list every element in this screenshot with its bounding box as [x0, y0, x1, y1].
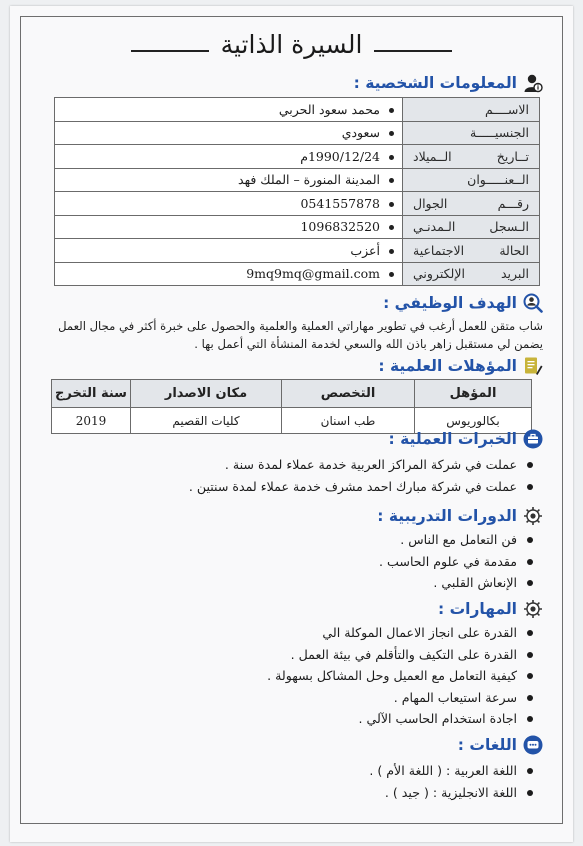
list-item: اجادة استخدام الحاسب الآلي . [267, 708, 535, 730]
bullet-icon [389, 225, 394, 230]
languages-list [369, 760, 535, 803]
info-row [55, 121, 540, 145]
list-item: كيفية التعامل مع العميل وحل المشاكل بسهولة . [267, 665, 535, 687]
list-item: فن التعامل مع الناس . [379, 529, 535, 551]
info-value: 1990/12/24م [300, 148, 380, 164]
info-label: الحالة الاجتماعية [403, 239, 540, 263]
gear-icon [523, 506, 543, 526]
bullet-icon [389, 131, 394, 136]
gear-icon [523, 599, 543, 619]
info-value-cell [55, 168, 403, 192]
qualifications-heading [378, 355, 543, 377]
info-row [55, 239, 540, 263]
column-header: سنة التخرج [52, 380, 131, 408]
info-value: محمد سعود الحربي [278, 101, 380, 117]
document-pen-icon [523, 356, 543, 376]
info-value: أعزب [350, 242, 380, 258]
info-label: رقـــم الجوال [403, 192, 540, 216]
courses-list [379, 529, 535, 594]
info-value: 0541557878 [300, 195, 380, 211]
bullet-icon [389, 178, 394, 183]
table-cell: بكالوريوس [415, 408, 532, 434]
info-row [55, 145, 540, 169]
briefcase-icon [523, 429, 543, 449]
experience-list [189, 454, 535, 497]
list-item: سرعة استيعاب المهام . [267, 687, 535, 709]
list-item: عملت في شركة المراكز العربية خدمة عملاء لمدة سنة . [189, 454, 535, 476]
info-value: 1096832520 [300, 219, 380, 235]
list-item: اللغة الانجليزية : ( جيد ) . [369, 782, 535, 804]
info-value-cell [55, 192, 403, 216]
list-item: مقدمة في علوم الحاسب . [379, 551, 535, 573]
info-label: الاســــم [403, 98, 540, 122]
skills-list [267, 622, 535, 730]
info-row [55, 168, 540, 192]
section-title: المؤهلات العلمية : [378, 357, 517, 375]
info-value: المدينة المنورة – الملك فهد [238, 172, 380, 188]
info-row [55, 98, 540, 122]
list-item: القدرة على التكيف والتأقلم في بيئة العمل . [267, 644, 535, 666]
info-value-cell [55, 145, 403, 169]
bullet-icon [389, 272, 394, 277]
cv-title [30, 26, 553, 62]
info-row [55, 262, 540, 286]
page-title: السيرة الذاتية [220, 29, 363, 59]
section-title: المعلومات الشخصية : [353, 74, 517, 92]
bullet-icon [389, 202, 394, 207]
info-row [55, 215, 540, 239]
info-label: البريد الإلكتروني [403, 262, 540, 286]
title-line-left [131, 50, 209, 52]
info-row [55, 192, 540, 216]
info-value: 9mq9mq@gmail.com [246, 266, 380, 282]
experience-heading [389, 428, 543, 450]
column-header: التخصص [282, 380, 415, 408]
column-header: المؤهل [415, 380, 532, 408]
list-item: عملت في شركة مبارك احمد مشرف خدمة عملاء لمدة سنتين . [189, 476, 535, 498]
section-title: اللغات : [457, 736, 517, 754]
info-value-cell [55, 215, 403, 239]
skills-heading [438, 598, 543, 620]
bullet-icon [389, 249, 394, 254]
languages-heading [458, 734, 543, 756]
table-cell: طب اسنان [282, 408, 415, 434]
info-label: الــعنـــــوان [403, 168, 540, 192]
info-label: تــاريخ الــميلاد [403, 145, 540, 169]
list-item: اللغة العربية : ( اللغة الأم ) . [369, 760, 535, 782]
section-title: الهدف الوظيفي : [383, 294, 517, 312]
personal-info-table [54, 97, 540, 286]
objective-text: شاب متقن للعمل أرغب في تطوير مهاراتي العملية والعلمية والحصول على خبرة أكثر في مجال العمل يضمن لي مستقبل زاهر باذن الله والسعي لخدمة المنشأة التي أعمل بها . [58, 319, 543, 351]
table-header-row [52, 380, 532, 408]
bullet-icon [389, 155, 394, 160]
column-header: مكان الاصدار [131, 380, 282, 408]
info-label: الـسجل الـمدنـي [403, 215, 540, 239]
section-title: المهارات : [438, 600, 517, 618]
table-cell: كليات القصيم [131, 408, 282, 434]
bullet-icon [389, 108, 394, 113]
list-item: الإنعاش القلبي . [379, 572, 535, 594]
info-label: الجنسيـــــة [403, 121, 540, 145]
courses-heading [377, 505, 543, 527]
info-value-cell [55, 262, 403, 286]
objective-heading [383, 292, 543, 314]
info-value-cell [55, 98, 403, 122]
table-cell: 2019 [52, 408, 131, 434]
qualifications-table [51, 379, 532, 434]
user-info-icon [523, 73, 543, 93]
section-title: الدورات التدريبية : [377, 507, 517, 525]
info-value-cell [55, 239, 403, 263]
section-title: الخبرات العملية : [388, 430, 517, 448]
title-line-right [374, 50, 452, 52]
info-value: سعودي [341, 125, 380, 141]
chat-bubble-icon [523, 735, 543, 755]
person-search-icon [523, 293, 543, 313]
list-item: القدرة على انجاز الاعمال الموكلة الي [267, 622, 535, 644]
personal-info-heading [354, 72, 543, 94]
info-value-cell [55, 121, 403, 145]
